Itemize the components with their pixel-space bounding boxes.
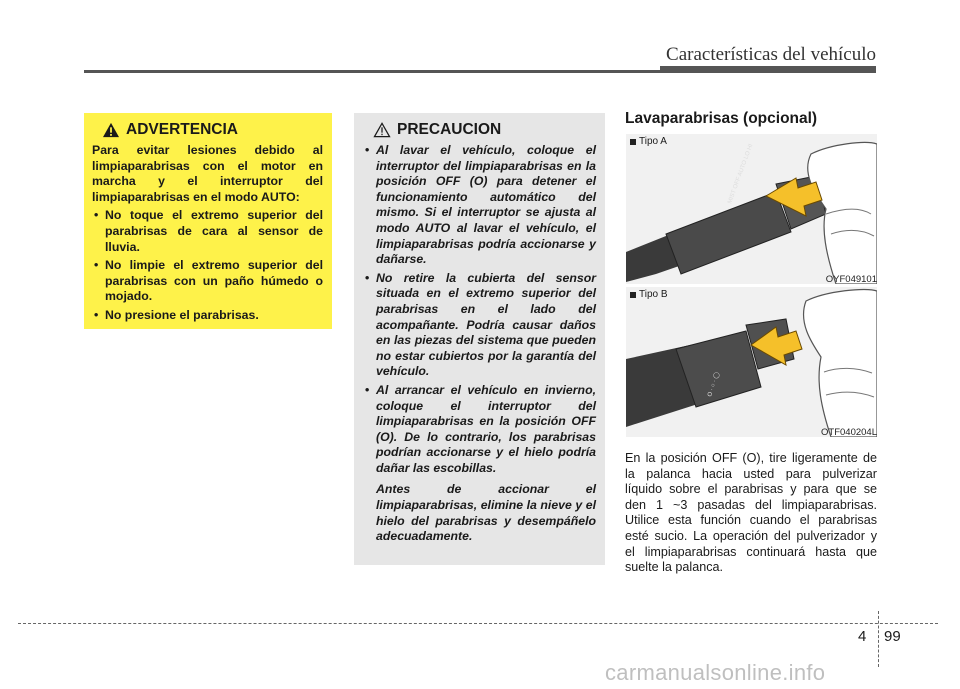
- list-item: • Al arrancar el vehículo en invierno, coloque el interruptor del limpiaparabrisas en la posición OFF (O). De lo contrario, los parabrisas podrían accionarse y el hielo podría dañar las escobillas.: [363, 383, 596, 477]
- watermark: carmanualsonline.info: [605, 660, 826, 685]
- caution-extra-note: Antes de accionar el limpiaparabrisas, elimine la nieve y el hielo del parabrisas y desempáñelo adecuadamente.: [376, 482, 596, 544]
- warning-header: [102, 121, 323, 139]
- page-number: 99: [884, 628, 901, 645]
- footer-divider: [878, 611, 879, 667]
- wiper-lever-illustration-a: [626, 134, 877, 284]
- list-item: • Al lavar el vehículo, coloque el interruptor del limpiaparabrisas en la posición OFF (O) para detener el funcionamiento automático del mismo. Si el interruptor se ajusta al modo AUTO al lavar el vehículo, el limpiaparabrisas podría accionarse y dañarse.: [363, 143, 596, 268]
- list-item: • No limpie el extremo superior del parabrisas con un paño húmedo o mojado.: [92, 258, 323, 305]
- list-item: • No toque el extremo superior del parabrisas de cara al sensor de lluvia.: [92, 208, 323, 255]
- warning-box: [84, 113, 332, 329]
- list-item: • No retire la cubierta del sensor situada en el extremo superior del parabrisas en el lado del acompañante. Podría causar daños en las piezas del sistema que pueden no estar cubiertos por la garantía del vehículo.: [363, 271, 596, 380]
- footer-rule: [18, 623, 938, 624]
- figure-type-a: [626, 134, 877, 284]
- header-rule-accent: [660, 66, 876, 73]
- section-title: Lavaparabrisas (opcional): [625, 110, 818, 127]
- warning-intro: Para evitar lesiones debido al limpiaparabrisas con el motor en marcha y el interruptor del limpiaparabrisas en el modo AUTO:: [92, 143, 323, 204]
- figure-a-label: Tipo A: [630, 136, 667, 147]
- page-header-title: Características del vehículo: [666, 44, 876, 65]
- caution-box: [354, 113, 605, 565]
- caution-title: PRECAUCION: [397, 121, 502, 138]
- figure-type-b: [626, 287, 877, 437]
- caution-header: [373, 121, 596, 139]
- figure-a-code: OYF049101: [825, 274, 877, 285]
- warning-triangle-icon: [102, 122, 120, 138]
- caution-triangle-icon: [373, 122, 391, 138]
- section-body: En la posición OFF (O), tire ligeramente de la palanca hacia usted para pulverizar líquido sobre el parabrisas y para que se den 1 ~3 pasadas del limpiaparabrisas. Utilice esta función cuando el parabrisas esté sucio. La operación del pulverizador y el limpiaparabrisas continuará hasta que suelte la palanca.: [625, 451, 877, 575]
- figure-b-code: OTF040204L: [821, 427, 877, 438]
- wiper-lever-illustration-b: [626, 287, 877, 437]
- figure-b-label: Tipo B: [630, 289, 668, 300]
- list-item: • No presione el parabrisas.: [92, 308, 323, 324]
- caution-list: [363, 143, 596, 476]
- svg-text:O · ○ · ◯: O · ○ · ◯: [707, 371, 721, 398]
- warning-title: ADVERTENCIA: [126, 121, 238, 138]
- chapter-number: 4: [858, 628, 867, 645]
- svg-text:MIST OFF AUTO LO HI: MIST OFF AUTO LO HI: [727, 143, 755, 205]
- warning-list: [92, 208, 323, 323]
